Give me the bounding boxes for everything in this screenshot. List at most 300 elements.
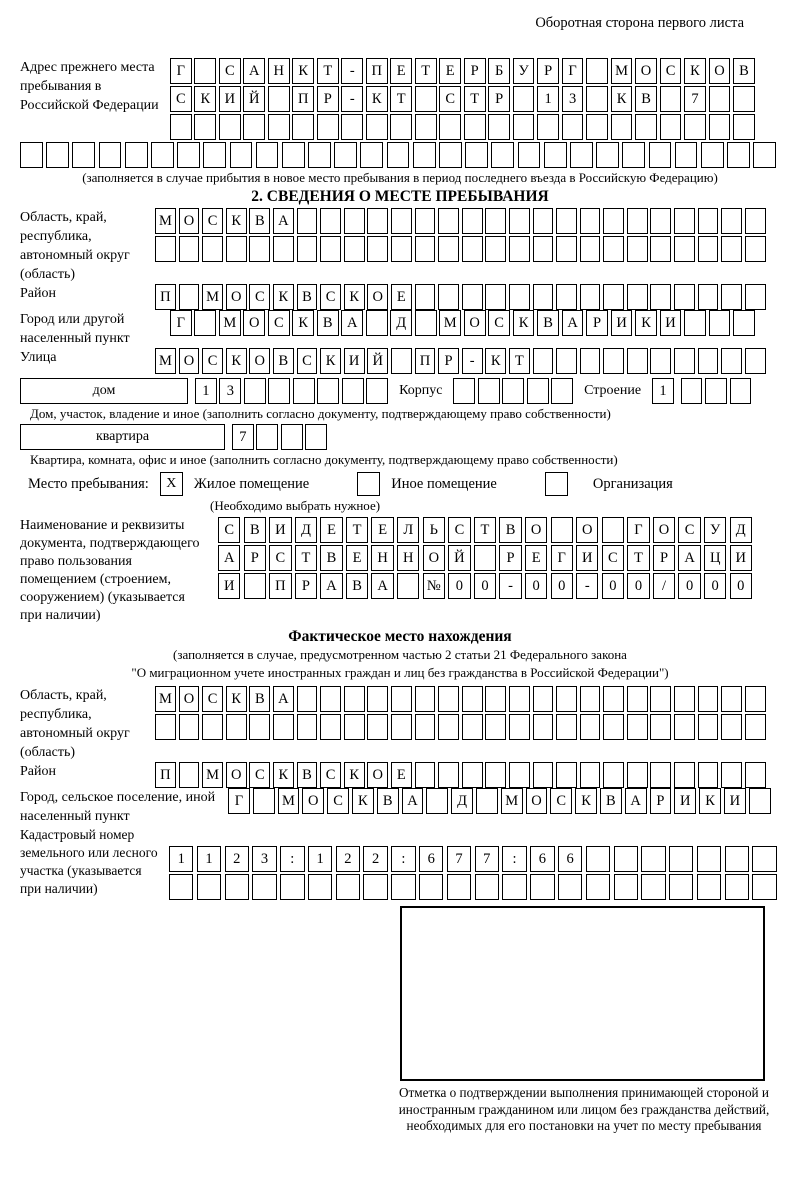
char-box[interactable]	[533, 208, 554, 234]
char-box[interactable]: К	[344, 284, 365, 310]
char-box[interactable]: К	[344, 762, 365, 788]
char-box[interactable]	[533, 762, 554, 788]
char-box[interactable]	[488, 114, 510, 140]
char-box[interactable]	[317, 378, 339, 404]
char-box[interactable]: К	[194, 86, 216, 112]
char-box[interactable]: П	[292, 86, 314, 112]
char-box[interactable]	[439, 142, 462, 168]
char-box[interactable]	[439, 114, 461, 140]
char-box[interactable]	[603, 686, 624, 712]
char-box[interactable]: У	[513, 58, 535, 84]
char-box[interactable]	[308, 874, 332, 900]
char-box[interactable]: И	[219, 86, 241, 112]
char-box[interactable]	[674, 762, 695, 788]
char-box[interactable]	[151, 142, 174, 168]
char-box[interactable]: О	[367, 762, 388, 788]
char-box[interactable]	[556, 208, 577, 234]
char-box[interactable]	[709, 114, 731, 140]
char-box[interactable]	[684, 310, 706, 336]
char-box[interactable]: С	[660, 58, 682, 84]
char-box[interactable]: 0	[551, 573, 573, 599]
char-box[interactable]: 7	[232, 424, 254, 450]
char-box[interactable]: Г	[562, 58, 584, 84]
char-box[interactable]	[256, 424, 278, 450]
char-box[interactable]	[603, 714, 624, 740]
char-box[interactable]	[580, 284, 601, 310]
char-box[interactable]	[627, 762, 648, 788]
char-box[interactable]: И	[660, 310, 682, 336]
char-box[interactable]	[749, 788, 771, 814]
char-box[interactable]	[533, 284, 554, 310]
char-box[interactable]	[614, 846, 638, 872]
char-box[interactable]	[491, 142, 514, 168]
char-box[interactable]	[725, 846, 749, 872]
char-box[interactable]	[649, 142, 672, 168]
char-box[interactable]: 3	[562, 86, 584, 112]
char-box[interactable]	[344, 236, 365, 262]
char-box[interactable]: Т	[317, 58, 339, 84]
char-box[interactable]: -	[576, 573, 598, 599]
char-box[interactable]	[551, 517, 573, 543]
char-box[interactable]: К	[226, 686, 247, 712]
char-box[interactable]	[391, 686, 412, 712]
char-box[interactable]	[320, 208, 341, 234]
char-box[interactable]	[603, 762, 624, 788]
char-box[interactable]	[580, 762, 601, 788]
char-box[interactable]: 0	[602, 573, 624, 599]
char-box[interactable]: Т	[295, 545, 317, 571]
char-box[interactable]: 2	[225, 846, 249, 872]
char-box[interactable]	[256, 142, 279, 168]
char-box[interactable]	[390, 114, 412, 140]
char-box[interactable]: В	[600, 788, 622, 814]
char-box[interactable]	[635, 114, 657, 140]
char-box[interactable]: О	[179, 686, 200, 712]
char-box[interactable]	[650, 236, 671, 262]
char-box[interactable]: К	[513, 310, 535, 336]
char-box[interactable]	[509, 762, 530, 788]
char-box[interactable]: 0	[627, 573, 649, 599]
char-box[interactable]: В	[320, 545, 342, 571]
char-box[interactable]: О	[525, 517, 547, 543]
char-box[interactable]	[391, 348, 412, 374]
char-box[interactable]	[725, 874, 749, 900]
char-box[interactable]	[391, 714, 412, 740]
char-box[interactable]: С	[448, 517, 470, 543]
char-box[interactable]: В	[733, 58, 755, 84]
char-box[interactable]	[697, 874, 721, 900]
char-box[interactable]: В	[249, 208, 270, 234]
char-box[interactable]: С	[269, 545, 291, 571]
char-box[interactable]	[344, 208, 365, 234]
char-box[interactable]: О	[423, 545, 445, 571]
char-box[interactable]	[366, 114, 388, 140]
char-box[interactable]: С	[327, 788, 349, 814]
char-box[interactable]: К	[273, 762, 294, 788]
char-box[interactable]: С	[297, 348, 318, 374]
char-box[interactable]	[509, 284, 530, 310]
char-box[interactable]: 0	[448, 573, 470, 599]
char-box[interactable]	[586, 846, 610, 872]
char-box[interactable]	[282, 142, 305, 168]
char-box[interactable]	[586, 86, 608, 112]
char-box[interactable]	[438, 714, 459, 740]
char-box[interactable]	[462, 236, 483, 262]
char-box[interactable]	[387, 142, 410, 168]
char-box[interactable]	[125, 142, 148, 168]
char-box[interactable]	[305, 424, 327, 450]
char-box[interactable]: Т	[415, 58, 437, 84]
char-box[interactable]	[462, 714, 483, 740]
char-box[interactable]: С	[202, 348, 223, 374]
char-box[interactable]	[752, 846, 776, 872]
char-box[interactable]	[155, 714, 176, 740]
char-box[interactable]	[391, 236, 412, 262]
char-box[interactable]: А	[273, 208, 294, 234]
char-box[interactable]: К	[699, 788, 721, 814]
char-box[interactable]: К	[292, 310, 314, 336]
char-box[interactable]	[438, 284, 459, 310]
char-box[interactable]: Н	[371, 545, 393, 571]
char-box[interactable]: В	[249, 686, 270, 712]
char-box[interactable]	[485, 284, 506, 310]
char-box[interactable]	[474, 545, 496, 571]
char-box[interactable]	[320, 714, 341, 740]
char-box[interactable]: К	[684, 58, 706, 84]
char-box[interactable]	[745, 348, 766, 374]
char-box[interactable]: О	[576, 517, 598, 543]
char-box[interactable]	[297, 236, 318, 262]
char-box[interactable]: Р	[244, 545, 266, 571]
char-box[interactable]: К	[611, 86, 633, 112]
char-box[interactable]	[558, 874, 582, 900]
char-box[interactable]	[20, 142, 43, 168]
char-box[interactable]: Р	[295, 573, 317, 599]
char-box[interactable]: В	[297, 284, 318, 310]
char-box[interactable]	[684, 114, 706, 140]
char-box[interactable]	[721, 236, 742, 262]
char-box[interactable]: К	[320, 348, 341, 374]
char-box[interactable]	[297, 208, 318, 234]
char-box[interactable]: О	[367, 284, 388, 310]
char-box[interactable]: С	[218, 517, 240, 543]
char-box[interactable]: И	[344, 348, 365, 374]
char-box[interactable]	[509, 208, 530, 234]
stay-type-checkbox-other[interactable]	[357, 472, 380, 496]
char-box[interactable]	[344, 714, 365, 740]
char-box[interactable]: С	[602, 545, 624, 571]
char-box[interactable]	[194, 310, 216, 336]
char-box[interactable]: 7	[475, 846, 499, 872]
char-box[interactable]: В	[499, 517, 521, 543]
char-box[interactable]	[674, 208, 695, 234]
char-box[interactable]	[650, 348, 671, 374]
char-box[interactable]	[674, 686, 695, 712]
char-box[interactable]	[721, 208, 742, 234]
char-box[interactable]: О	[464, 310, 486, 336]
char-box[interactable]	[462, 762, 483, 788]
char-box[interactable]	[226, 714, 247, 740]
char-box[interactable]: Г	[551, 545, 573, 571]
char-box[interactable]	[603, 348, 624, 374]
char-box[interactable]	[745, 686, 766, 712]
char-box[interactable]	[509, 686, 530, 712]
char-box[interactable]: И	[674, 788, 696, 814]
char-box[interactable]	[268, 378, 290, 404]
char-box[interactable]	[320, 236, 341, 262]
char-box[interactable]	[698, 714, 719, 740]
char-box[interactable]: Б	[488, 58, 510, 84]
char-box[interactable]	[297, 714, 318, 740]
char-box[interactable]	[518, 142, 541, 168]
char-box[interactable]: К	[292, 58, 314, 84]
char-box[interactable]: В	[297, 762, 318, 788]
char-box[interactable]	[660, 86, 682, 112]
char-box[interactable]: Г	[170, 58, 192, 84]
char-box[interactable]: -	[341, 58, 363, 84]
char-box[interactable]	[730, 378, 752, 404]
char-box[interactable]: -	[341, 86, 363, 112]
char-box[interactable]	[415, 208, 436, 234]
char-box[interactable]	[674, 348, 695, 374]
char-box[interactable]	[367, 236, 388, 262]
char-box[interactable]: В	[317, 310, 339, 336]
char-box[interactable]	[342, 378, 364, 404]
char-box[interactable]: О	[635, 58, 657, 84]
char-box[interactable]	[709, 310, 731, 336]
char-box[interactable]	[580, 348, 601, 374]
char-box[interactable]	[698, 762, 719, 788]
char-box[interactable]	[280, 874, 304, 900]
char-box[interactable]: 6	[419, 846, 443, 872]
char-box[interactable]	[721, 762, 742, 788]
char-box[interactable]: О	[179, 208, 200, 234]
char-box[interactable]: Г	[627, 517, 649, 543]
char-box[interactable]	[426, 788, 448, 814]
char-box[interactable]	[627, 686, 648, 712]
char-box[interactable]	[509, 236, 530, 262]
char-box[interactable]	[537, 114, 559, 140]
char-box[interactable]	[745, 714, 766, 740]
char-box[interactable]: О	[226, 762, 247, 788]
char-box[interactable]: Ь	[423, 517, 445, 543]
char-box[interactable]: Й	[243, 86, 265, 112]
char-box[interactable]	[650, 208, 671, 234]
char-box[interactable]	[586, 114, 608, 140]
char-box[interactable]	[733, 310, 755, 336]
char-box[interactable]: С	[219, 58, 241, 84]
char-box[interactable]: -	[462, 348, 483, 374]
char-box[interactable]	[562, 114, 584, 140]
char-box[interactable]	[721, 686, 742, 712]
char-box[interactable]: 1	[308, 846, 332, 872]
char-box[interactable]	[292, 114, 314, 140]
char-box[interactable]	[230, 142, 253, 168]
char-box[interactable]	[698, 208, 719, 234]
char-box[interactable]: С	[320, 284, 341, 310]
char-box[interactable]: М	[611, 58, 633, 84]
char-box[interactable]	[485, 714, 506, 740]
char-box[interactable]: Р	[488, 86, 510, 112]
char-box[interactable]	[476, 788, 498, 814]
char-box[interactable]: Н	[397, 545, 419, 571]
char-box[interactable]: 2	[363, 846, 387, 872]
char-box[interactable]: М	[155, 208, 176, 234]
char-box[interactable]	[194, 114, 216, 140]
char-box[interactable]: Р	[650, 788, 672, 814]
char-box[interactable]: П	[366, 58, 388, 84]
char-box[interactable]	[650, 714, 671, 740]
char-box[interactable]: К	[366, 86, 388, 112]
char-box[interactable]	[415, 284, 436, 310]
char-box[interactable]: 0	[678, 573, 700, 599]
char-box[interactable]	[533, 686, 554, 712]
char-box[interactable]	[527, 378, 549, 404]
char-box[interactable]	[317, 114, 339, 140]
char-box[interactable]	[627, 348, 648, 374]
char-box[interactable]	[556, 762, 577, 788]
char-box[interactable]: Е	[346, 545, 368, 571]
char-box[interactable]	[674, 236, 695, 262]
char-box[interactable]	[447, 874, 471, 900]
char-box[interactable]	[502, 874, 526, 900]
char-box[interactable]	[203, 142, 226, 168]
char-box[interactable]: Д	[295, 517, 317, 543]
char-box[interactable]	[273, 236, 294, 262]
char-box[interactable]	[462, 686, 483, 712]
char-box[interactable]	[413, 142, 436, 168]
char-box[interactable]: Т	[464, 86, 486, 112]
char-box[interactable]	[438, 686, 459, 712]
char-box[interactable]	[675, 142, 698, 168]
char-box[interactable]: Г	[228, 788, 250, 814]
char-box[interactable]	[219, 114, 241, 140]
stay-type-checkbox-organization[interactable]	[545, 472, 568, 496]
char-box[interactable]	[580, 714, 601, 740]
char-box[interactable]: Р	[438, 348, 459, 374]
char-box[interactable]: О	[302, 788, 324, 814]
char-box[interactable]	[415, 114, 437, 140]
char-box[interactable]: О	[526, 788, 548, 814]
stay-type-checkbox-residential[interactable]: X	[160, 472, 183, 496]
char-box[interactable]: М	[501, 788, 523, 814]
char-box[interactable]: П	[155, 284, 176, 310]
char-box[interactable]	[752, 874, 776, 900]
char-box[interactable]: Р	[653, 545, 675, 571]
char-box[interactable]	[641, 846, 665, 872]
char-box[interactable]: А	[243, 58, 265, 84]
char-box[interactable]	[179, 284, 200, 310]
char-box[interactable]	[674, 284, 695, 310]
char-box[interactable]: 2	[336, 846, 360, 872]
char-box[interactable]: 1	[197, 846, 221, 872]
char-box[interactable]	[478, 378, 500, 404]
char-box[interactable]	[650, 762, 671, 788]
char-box[interactable]: Т	[509, 348, 530, 374]
char-box[interactable]: И	[218, 573, 240, 599]
char-box[interactable]: Ц	[704, 545, 726, 571]
char-box[interactable]	[513, 86, 535, 112]
char-box[interactable]	[485, 236, 506, 262]
char-box[interactable]: К	[575, 788, 597, 814]
char-box[interactable]: В	[346, 573, 368, 599]
char-box[interactable]	[320, 686, 341, 712]
char-box[interactable]: Т	[346, 517, 368, 543]
char-box[interactable]	[698, 686, 719, 712]
char-box[interactable]: Р	[317, 86, 339, 112]
char-box[interactable]	[556, 714, 577, 740]
char-box[interactable]	[570, 142, 593, 168]
char-box[interactable]	[252, 874, 276, 900]
char-box[interactable]: О	[179, 348, 200, 374]
char-box[interactable]	[273, 714, 294, 740]
char-box[interactable]: С	[550, 788, 572, 814]
char-box[interactable]	[551, 378, 573, 404]
char-box[interactable]	[580, 208, 601, 234]
char-box[interactable]: О	[653, 517, 675, 543]
char-box[interactable]: К	[352, 788, 374, 814]
char-box[interactable]: С	[320, 762, 341, 788]
char-box[interactable]	[556, 236, 577, 262]
char-box[interactable]: М	[155, 686, 176, 712]
char-box[interactable]: С	[170, 86, 192, 112]
char-box[interactable]: 1	[652, 378, 674, 404]
char-box[interactable]	[485, 762, 506, 788]
char-box[interactable]: 0	[474, 573, 496, 599]
char-box[interactable]	[705, 378, 727, 404]
char-box[interactable]	[465, 142, 488, 168]
char-box[interactable]	[485, 208, 506, 234]
char-box[interactable]	[603, 236, 624, 262]
char-box[interactable]	[721, 284, 742, 310]
char-box[interactable]: 7	[447, 846, 471, 872]
char-box[interactable]: Й	[367, 348, 388, 374]
char-box[interactable]: С	[439, 86, 461, 112]
char-box[interactable]: А	[562, 310, 584, 336]
char-box[interactable]	[334, 142, 357, 168]
char-box[interactable]: 3	[219, 378, 241, 404]
char-box[interactable]	[701, 142, 724, 168]
char-box[interactable]	[556, 348, 577, 374]
char-box[interactable]	[225, 874, 249, 900]
char-box[interactable]	[627, 208, 648, 234]
char-box[interactable]	[485, 686, 506, 712]
char-box[interactable]	[698, 284, 719, 310]
char-box[interactable]	[533, 714, 554, 740]
char-box[interactable]: Г	[170, 310, 192, 336]
char-box[interactable]: В	[635, 86, 657, 112]
char-box[interactable]: :	[280, 846, 304, 872]
char-box[interactable]	[179, 236, 200, 262]
char-box[interactable]	[415, 714, 436, 740]
char-box[interactable]	[367, 686, 388, 712]
char-box[interactable]: А	[678, 545, 700, 571]
char-box[interactable]: Д	[451, 788, 473, 814]
char-box[interactable]: 0	[525, 573, 547, 599]
char-box[interactable]	[721, 348, 742, 374]
char-box[interactable]	[293, 378, 315, 404]
char-box[interactable]	[580, 236, 601, 262]
char-box[interactable]	[438, 208, 459, 234]
char-box[interactable]	[462, 284, 483, 310]
char-box[interactable]	[586, 58, 608, 84]
char-box[interactable]	[596, 142, 619, 168]
char-box[interactable]: П	[269, 573, 291, 599]
char-box[interactable]	[415, 86, 437, 112]
char-box[interactable]: :	[391, 846, 415, 872]
char-box[interactable]	[99, 142, 122, 168]
char-box[interactable]: В	[377, 788, 399, 814]
